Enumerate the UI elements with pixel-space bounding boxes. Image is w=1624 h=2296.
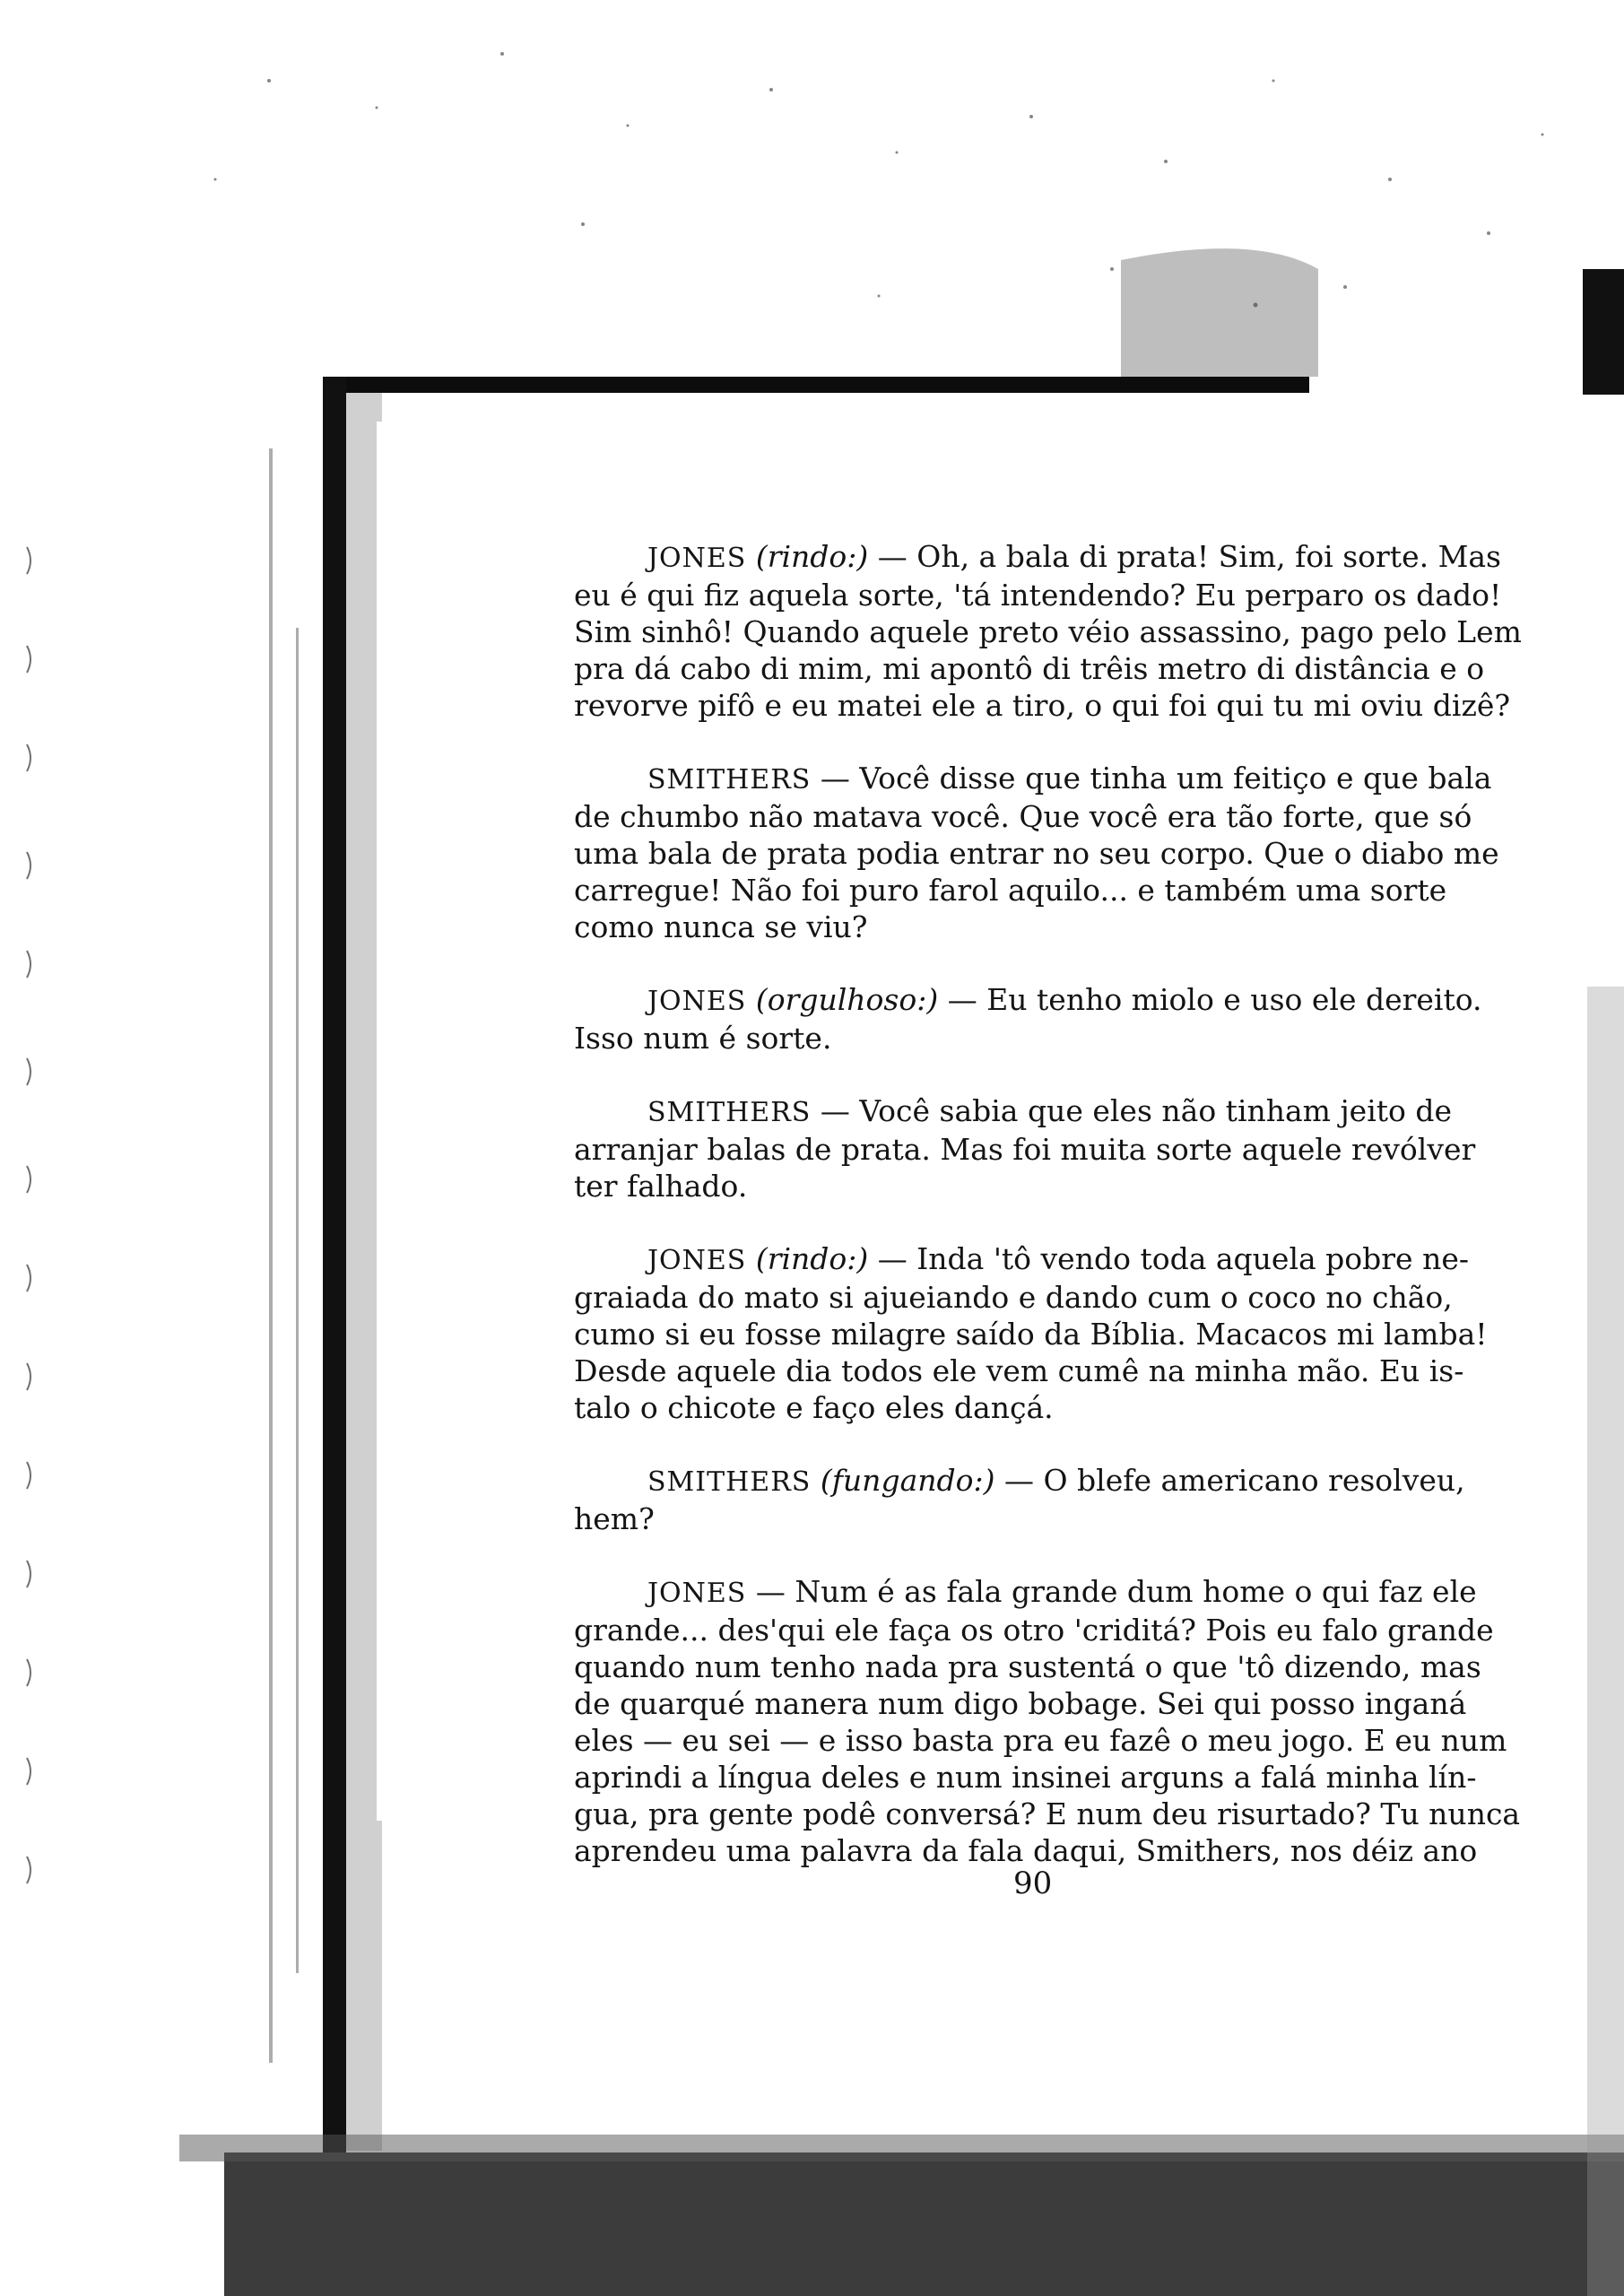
text-line: Sim sinhô! Quando aquele preto véio assassino, pago pelo Lem xyxy=(574,614,1522,649)
text-line: — Você disse que tinha um feitiço e que bala xyxy=(820,761,1492,796)
text-line: eles — eu sei — e isso basta pra eu fazê o meu jogo. E eu num xyxy=(574,1723,1507,1758)
text-line: — Você sabia que eles não tinham jeito de xyxy=(820,1093,1453,1128)
text-line: quando num tenho nada pra sustentá o que 'tô dizendo, mas xyxy=(574,1649,1481,1684)
speaker-label: JONES xyxy=(647,1578,747,1609)
speaker-label: JONES xyxy=(647,1245,747,1276)
text-line: arranjar balas de prata. Mas foi muita sorte aquele revólver xyxy=(574,1132,1476,1167)
speaker-label: SMITHERS xyxy=(647,1466,812,1498)
text-line: — Num é as fala grande dum home o qui faz ele xyxy=(755,1574,1477,1609)
stage-direction: (rindo:) xyxy=(755,1241,869,1276)
dialogue-smithers-3 xyxy=(574,1462,1515,1537)
text-line: uma bala de prata podia entrar no seu corpo. Que o diabo me xyxy=(574,836,1499,871)
speaker-label: SMITHERS xyxy=(647,1097,812,1128)
text-line: talo o chicote e faço eles dançá. xyxy=(574,1390,1054,1425)
stage-direction: (orgulhoso:) xyxy=(755,982,939,1017)
text-line: — Oh, a bala di prata! Sim, foi sorte. Mas xyxy=(877,539,1501,574)
speaker-label: JONES xyxy=(647,543,747,574)
dialogue-jones-3 xyxy=(574,1240,1515,1426)
text-line: — Inda 'tô vendo toda aquela pobre ne- xyxy=(877,1241,1470,1276)
text-line: Desde aquele dia todos ele vem cumê na minha mão. Eu is- xyxy=(574,1353,1464,1388)
stage-direction: (fungando:) xyxy=(820,1463,995,1498)
text-line: hem? xyxy=(574,1501,655,1536)
dialogue-jones-1 xyxy=(574,538,1522,724)
speaker-label: SMITHERS xyxy=(647,764,812,796)
text-line: aprendeu uma palavra da fala daqui, Smithers, nos déiz ano xyxy=(574,1833,1478,1868)
text-line: — Eu tenho miolo e uso ele dereito. xyxy=(947,982,1482,1017)
dialogue-jones-2 xyxy=(574,981,1515,1057)
text-line: eu é qui fiz aquela sorte, 'tá intendendo? Eu perparo os dado! xyxy=(574,578,1502,613)
text-line: de quarqué manera num digo bobage. Sei qui posso inganá xyxy=(574,1686,1467,1721)
text-line: de chumbo não matava você. Que você era tão forte, que só xyxy=(574,799,1472,834)
dialogue-smithers-2 xyxy=(574,1092,1515,1205)
text-line: Isso num é sorte. xyxy=(574,1021,832,1056)
text-line: grande... des'qui ele faça os otro 'criditá? Pois eu falo grande xyxy=(574,1613,1494,1648)
script-text xyxy=(574,538,1522,1905)
text-line: cumo si eu fosse milagre saído da Bíblia. Macacos mi lamba! xyxy=(574,1317,1488,1352)
speaker-label: JONES xyxy=(647,986,747,1017)
text-line: revorve pifô e eu matei ele a tiro, o qui foi qui tu mi oviu dizê? xyxy=(574,688,1511,723)
text-line: graiada do mato si ajueiando e dando cum o coco no chão, xyxy=(574,1280,1453,1315)
text-line: como nunca se viu? xyxy=(574,909,868,944)
text-line: aprindi a língua deles e num insinei arguns a falá minha lín- xyxy=(574,1760,1477,1795)
text-line: carregue! Não foi puro farol aquilo... e também uma sorte xyxy=(574,873,1447,908)
page-number: 90 xyxy=(1013,1866,1053,1901)
text-line: ter falhado. xyxy=(574,1169,748,1204)
stage-direction: (rindo:) xyxy=(755,539,869,574)
dialogue-jones-4 xyxy=(574,1573,1521,1869)
text-line: — O blefe americano resolveu, xyxy=(1003,1463,1465,1498)
dialogue-smithers-1 xyxy=(574,760,1515,945)
text-line: gua, pra gente podê conversá? E num deu risurtado? Tu nunca xyxy=(574,1796,1521,1831)
text-line: pra dá cabo di mim, mi apontô di trêis metro di distância e o xyxy=(574,651,1485,686)
